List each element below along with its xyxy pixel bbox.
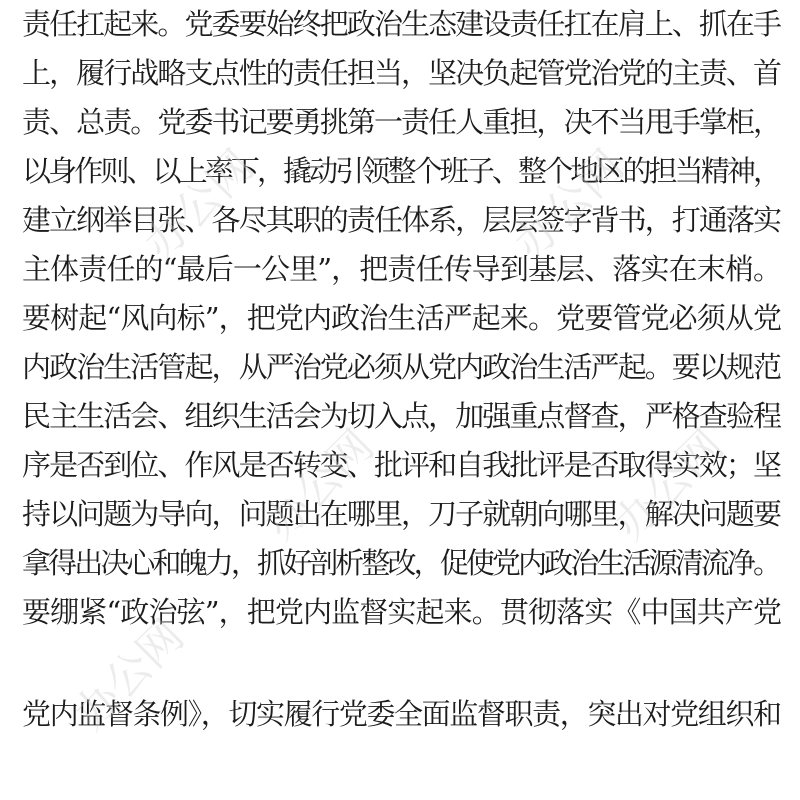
text-line <box>22 4 782 44</box>
text-line <box>22 53 782 93</box>
text-line-content: 责、总责。党委书记要勇挑第一责任人重担，决不当甩手掌柜， <box>22 105 781 139</box>
text-line <box>22 298 782 338</box>
text-line-content: 上，履行战略支点性的责任担当，坚决负起管党治党的主责、首 <box>22 56 781 90</box>
text-line-content: 党内监督条例》，切实履行党委全面监督职责，突出对党组织和 <box>22 697 781 731</box>
text-line <box>22 494 782 534</box>
text-line-content: 民主生活会、组织生活会为切入点，加强重点督查，严格查验程 <box>22 399 781 433</box>
text-line-content: 内政治生活管起，从严治党必须从党内政治生活严起。要以规范 <box>22 350 781 384</box>
text-line-content: 建立纲举目张、各尽其职的责任体系，层层签字背书，打通落实 <box>22 203 781 237</box>
watermark: 办公网 <box>504 140 634 270</box>
text-line-content: 以身作则、以上率下，撬动引领整个班子、整个地区的担当精神， <box>22 154 780 188</box>
watermark: 办公网 <box>134 140 264 270</box>
watermark: 办公网 <box>64 610 194 740</box>
text-line <box>22 592 782 632</box>
text-line <box>22 396 782 436</box>
text-line-content: 主体责任的“最后一公里”，把责任传导到基层、落实在末梢。 <box>22 252 782 286</box>
text-line <box>22 249 782 289</box>
text-line-content: 要树起“风向标”，把党内政治生活严起来。党要管党必须从党 <box>22 301 782 335</box>
text-line <box>22 445 782 485</box>
text-line <box>22 102 782 142</box>
text-line-content: 要绷紧“政治弦”，把党内监督实起来。贯彻落实《中国共产党 <box>22 595 782 629</box>
text-line <box>22 151 782 191</box>
text-line-content: 责任扛起来。党委要始终把政治生态建设责任扛在肩上、抓在手 <box>22 7 781 41</box>
watermark: 办公网 <box>604 420 734 550</box>
watermark: 办公网 <box>254 420 384 550</box>
text-line <box>22 200 782 240</box>
text-line-content: 拿得出决心和魄力，抓好剖析整改，促使党内政治生活源清流净。 <box>22 546 780 580</box>
text-line-content: 持以问题为导向，问题出在哪里，刀子就朝向哪里，解决问题要 <box>22 497 781 531</box>
text-line <box>22 543 782 583</box>
text-line <box>22 694 782 734</box>
text-line-content: 序是否到位、作风是否转变、批评和自我批评是否取得实效；坚 <box>22 448 781 482</box>
text-line <box>22 347 782 387</box>
